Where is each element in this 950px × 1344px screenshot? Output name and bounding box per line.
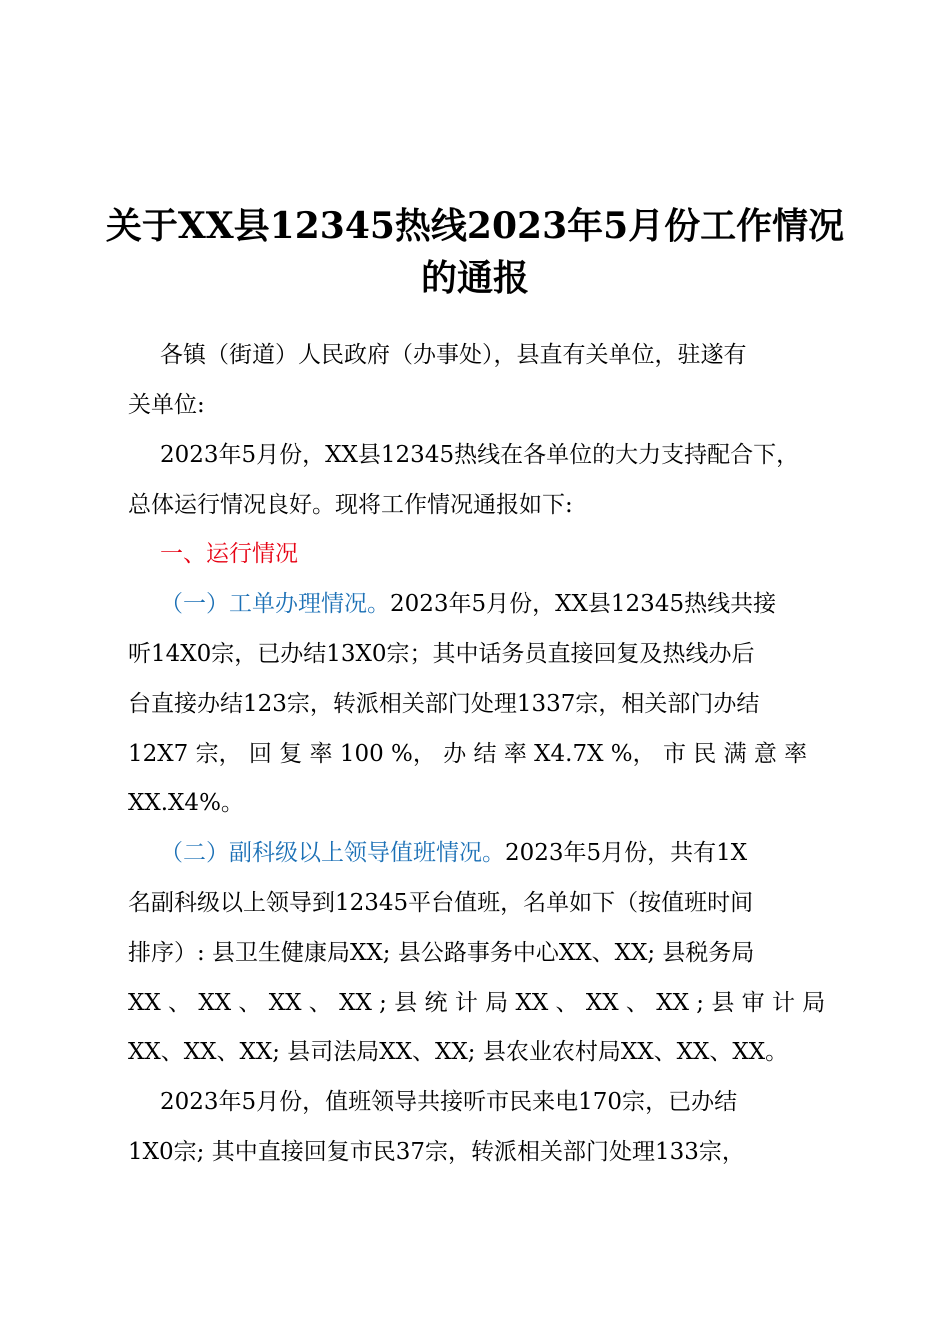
paragraph-work-orders-line-1: [160, 584, 833, 624]
document-title-line-2: 的通报: [420, 257, 529, 299]
subheading-leader-duty: （二）副科级以上领导值班情况。: [160, 840, 505, 866]
section-heading-text: 一、运行情况: [160, 541, 298, 567]
paragraph-leader-duty-line-1: [160, 833, 833, 873]
paragraph-calls-line-1: 2023年5月份，值班领导共接听市民来电170宗，已办结: [160, 1089, 738, 1115]
section-heading-operation: [160, 534, 833, 574]
paragraph-work-orders-line-3: 台直接办结123宗，转派相关部门处理1337宗，相关部门办结: [128, 691, 760, 717]
paragraph-work-orders-line-5: XX.X4%。: [128, 790, 244, 816]
paragraph-calls-line-2: 1X0宗; 其中直接回复市民37宗，转派相关部门处理133宗，: [128, 1139, 745, 1165]
paragraph-leader-duty-line-5: XX、XX、XX; 县司法局XX、XX; 县农业农村局XX、XX、XX。: [128, 1039, 789, 1065]
paragraph-text: 2023年5月份，XX县12345热线共接: [390, 591, 777, 617]
paragraph-work-orders-line-4: 12X7 宗， 回 复 率 100 %， 办 结 率 X4.7X %， 市 民 满 意 率: [128, 741, 808, 767]
salutation-line-2: 关单位:: [128, 392, 205, 418]
paragraph-text: 2023年5月份，共有1X: [505, 840, 748, 866]
salutation-line-1: 各镇（街道）人民政府（办事处），县直有关单位，驻遂有: [160, 342, 747, 368]
subheading-work-orders: （一）工单办理情况。: [160, 591, 390, 617]
intro-line-2: 总体运行情况良好。现将工作情况通报如下:: [128, 492, 573, 518]
document-title-line-1: 关于XX县12345热线2023年5月份工作情况: [105, 205, 845, 247]
intro-line-1: 2023年5月份，XX县12345热线在各单位的大力支持配合下，: [160, 442, 800, 468]
paragraph-leader-duty-line-3: 排序）: 县卫生健康局XX; 县公路事务中心XX、XX; 县税务局: [128, 940, 755, 966]
paragraph-leader-duty-line-2: 名副科级以上领导到12345平台值班，名单如下（按值班时间: [128, 890, 754, 916]
paragraph-work-orders-line-2: 听14X0宗，已办结13X0宗；其中话务员直接回复及热线办后: [128, 641, 755, 667]
paragraph-leader-duty-line-4: XX 、 XX 、 XX 、 XX ; 县 统 计 局 XX 、 XX 、 XX ; 县 审 计 局: [128, 990, 826, 1016]
